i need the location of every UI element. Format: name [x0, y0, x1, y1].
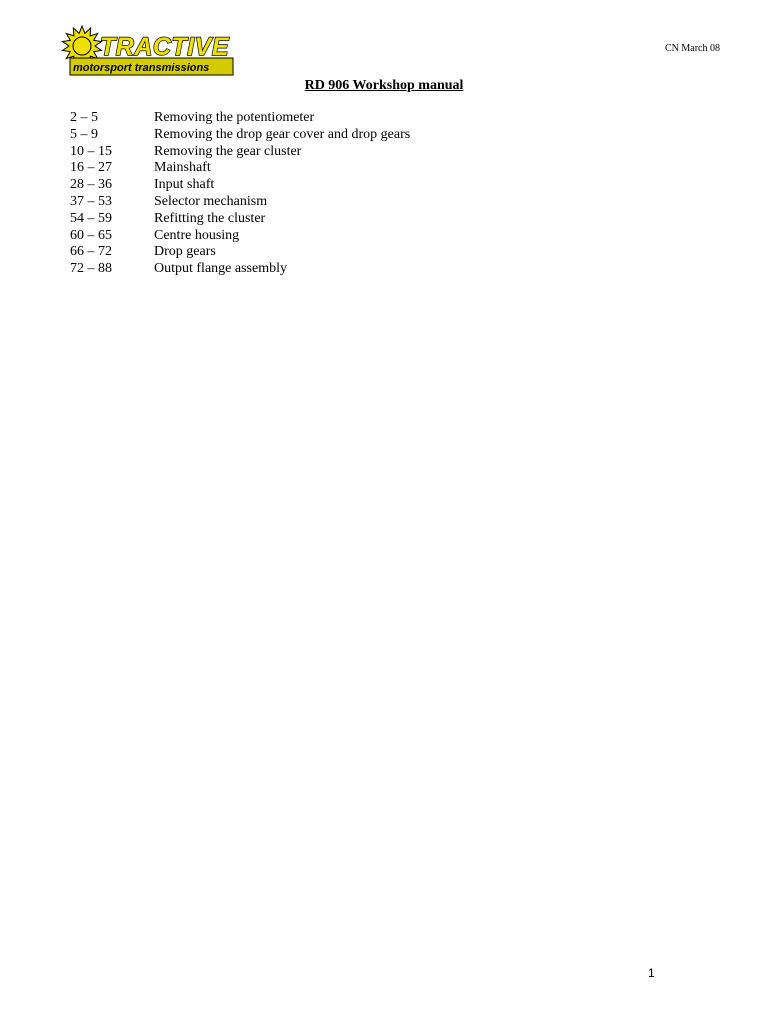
toc-page-range: 16 – 27 — [70, 160, 112, 176]
toc-page-range: 5 – 9 — [70, 126, 98, 142]
sun-gear-icon — [60, 22, 235, 82]
toc-page-range: 37 – 53 — [70, 193, 112, 209]
toc-entry — [70, 160, 410, 177]
toc-entry — [70, 244, 410, 261]
page-title — [0, 77, 768, 95]
page-title-text: RD 906 Workshop manual — [304, 78, 464, 93]
logo-wordmark: TRACTIVE — [100, 33, 229, 61]
toc-topic: Removing the gear cluster — [154, 143, 302, 159]
tractive-logo — [60, 22, 235, 82]
document-date: CN March 08 — [665, 43, 720, 54]
toc-topic: Output flange assembly — [154, 261, 287, 277]
toc-topic: Input shaft — [154, 177, 215, 193]
toc-entry — [70, 211, 410, 228]
toc-topic: Centre housing — [154, 227, 240, 243]
logo-tagline: motorsport transmissions — [73, 62, 210, 74]
toc-page-range: 60 – 65 — [70, 227, 112, 243]
toc-entry — [70, 194, 410, 211]
toc-entry — [70, 127, 410, 144]
toc-entry — [70, 228, 410, 245]
toc-page-range: 66 – 72 — [70, 244, 112, 260]
toc-topic: Refitting the cluster — [154, 210, 266, 226]
toc-entry — [70, 261, 410, 278]
toc-entry — [70, 110, 410, 127]
table-of-contents — [70, 110, 410, 278]
toc-entry — [70, 144, 410, 161]
toc-page-range: 10 – 15 — [70, 143, 112, 159]
toc-page-range: 2 – 5 — [70, 110, 98, 125]
page-number: 1 — [648, 966, 655, 980]
toc-topic: Selector mechanism — [154, 193, 268, 209]
toc-topic: Drop gears — [154, 244, 216, 260]
toc-topic: Removing the potentiometer — [154, 110, 315, 125]
toc-page-range: 54 – 59 — [70, 210, 112, 226]
toc-entry — [70, 177, 410, 194]
toc-topic: Removing the drop gear cover and drop gears — [154, 126, 411, 142]
toc-topic: Mainshaft — [154, 160, 211, 176]
toc-page-range: 28 – 36 — [70, 177, 112, 193]
toc-page-range: 72 – 88 — [70, 261, 112, 277]
